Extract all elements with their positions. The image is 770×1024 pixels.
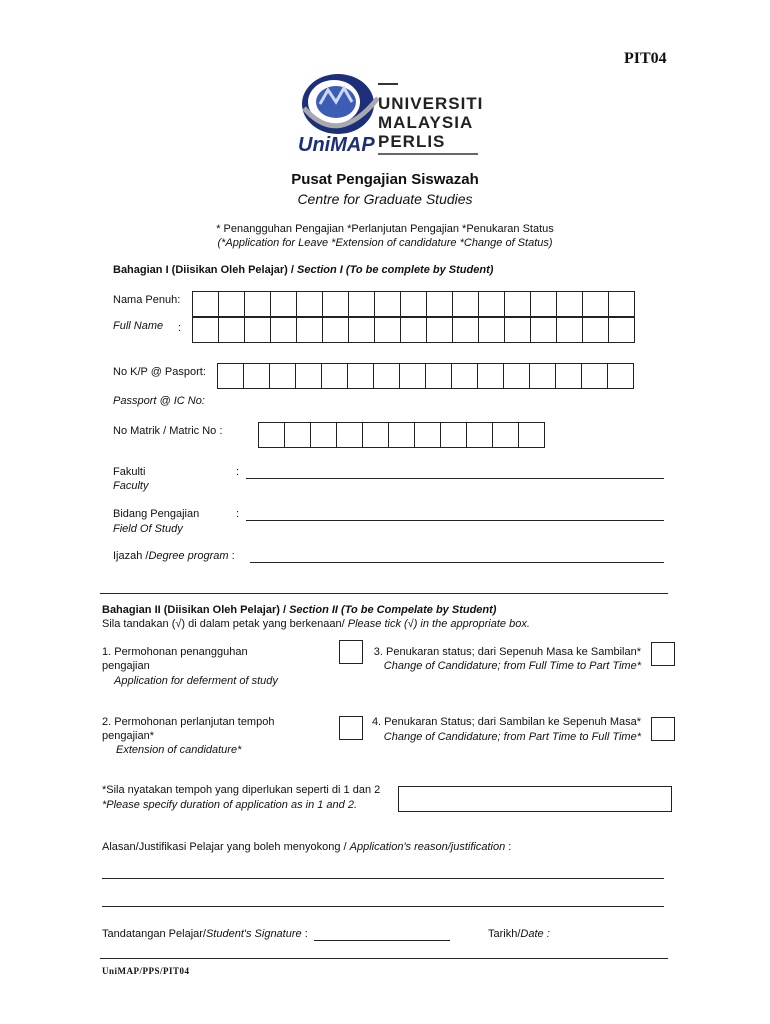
matric-char-box[interactable] — [362, 422, 389, 448]
option1-label-b: pengajian — [102, 660, 150, 672]
university-logo — [298, 68, 488, 160]
degree-colon: : — [228, 550, 235, 562]
reason-input-line-1[interactable] — [102, 878, 664, 879]
ic-label-malay: No K/P @ Pasport: — [113, 366, 206, 378]
name-char-box[interactable] — [582, 291, 609, 317]
ic-label-english: Passport @ IC No: — [113, 395, 205, 407]
duration-label-english: *Please specify duration of application as in 1 and 2. — [102, 799, 357, 811]
name-char-box[interactable] — [504, 291, 531, 317]
matric-char-box[interactable] — [258, 422, 285, 448]
option2-label-english: Extension of candidature* — [116, 744, 242, 756]
name-char-box[interactable] — [556, 291, 583, 317]
ic-char-box[interactable] — [451, 363, 478, 389]
name-label-malay: Nama Penuh: — [113, 294, 181, 306]
logo-line-3: PERLIS — [378, 132, 446, 151]
purpose-malay: * Penangguhan Pengajian *Perlanjutan Pengajian *Penukaran Status — [216, 223, 554, 235]
section1-heading-malay: Bahagian I (Diisikan Oleh Pelajar) / — [113, 264, 294, 276]
section2-instruction — [102, 618, 530, 630]
matric-char-box[interactable] — [414, 422, 441, 448]
option1-label-a: 1. Permohonan penangguhan — [102, 646, 248, 658]
signature-label-english: Student's Signature — [205, 928, 302, 940]
name-char-box[interactable] — [270, 317, 297, 343]
option1-label-english: Application for deferment of study — [114, 675, 278, 687]
footer-divider — [100, 958, 668, 959]
title-english: Centre for Graduate Studies — [297, 191, 473, 207]
faculty-input-line[interactable] — [246, 478, 664, 479]
name-char-box[interactable] — [218, 291, 245, 317]
document-code: PIT04 — [624, 50, 667, 67]
matric-char-box[interactable] — [492, 422, 519, 448]
name-char-box[interactable] — [400, 291, 427, 317]
name-char-box[interactable] — [504, 317, 531, 343]
option2-checkbox[interactable] — [339, 716, 363, 740]
name-char-box[interactable] — [192, 291, 219, 317]
name-char-box[interactable] — [582, 317, 609, 343]
logo-unimap-text: UniMAP — [298, 134, 375, 156]
name-char-box[interactable] — [608, 317, 635, 343]
option4-label-malay: 4. Penukaran Status; dari Sambilan ke Sepenuh Masa* — [371, 716, 641, 728]
footer-code: UniMAP/PPS/PIT04 — [102, 966, 190, 976]
matric-label: No Matrik / Matric No : — [113, 425, 223, 437]
date-label-english: Date : — [520, 928, 550, 940]
field-label-english: Field Of Study — [113, 523, 183, 535]
date-label — [488, 928, 550, 940]
name-char-box[interactable] — [374, 317, 401, 343]
name-boxes-row-1[interactable] — [193, 291, 635, 317]
ic-char-box[interactable] — [503, 363, 530, 389]
matric-char-box[interactable] — [388, 422, 415, 448]
ic-char-box[interactable] — [607, 363, 634, 389]
section2-heading — [102, 604, 496, 616]
name-char-box[interactable] — [452, 291, 479, 317]
name-char-box[interactable] — [296, 317, 323, 343]
field-label-malay: Bidang Pengajian — [113, 508, 200, 520]
name-char-box[interactable] — [348, 291, 375, 317]
purpose-english: (*Application for Leave *Extension of candidature *Change of Status) — [217, 237, 553, 249]
faculty-label-malay: Fakulti — [113, 466, 146, 478]
name-char-box[interactable] — [322, 317, 349, 343]
name-char-box[interactable] — [400, 317, 427, 343]
duration-input-box[interactable] — [398, 786, 672, 812]
option4-checkbox[interactable] — [651, 717, 675, 741]
field-input-line[interactable] — [246, 520, 664, 521]
signature-input-line[interactable] — [314, 940, 450, 941]
signature-colon: : — [301, 928, 308, 940]
option3-label-english: Change of Candidature; from Full Time to Part Time* — [383, 660, 641, 672]
name-char-box[interactable] — [452, 317, 479, 343]
option3-checkbox[interactable] — [651, 642, 675, 666]
name-char-box[interactable] — [608, 291, 635, 317]
ic-char-box[interactable] — [347, 363, 374, 389]
name-char-box[interactable] — [426, 291, 453, 317]
ic-char-box[interactable] — [373, 363, 400, 389]
ic-char-box[interactable] — [295, 363, 322, 389]
date-label-malay: Tarikh/ — [488, 928, 521, 940]
option2-label-b: pengajian* — [102, 730, 154, 742]
name-char-box[interactable] — [296, 291, 323, 317]
option1-checkbox[interactable] — [339, 640, 363, 664]
ic-char-box[interactable] — [243, 363, 270, 389]
matric-char-box[interactable] — [466, 422, 493, 448]
signature-label — [102, 928, 308, 940]
ic-char-box[interactable] — [581, 363, 608, 389]
matric-char-box[interactable] — [336, 422, 363, 448]
name-char-box[interactable] — [374, 291, 401, 317]
duration-label-malay: *Sila nyatakan tempoh yang diperlukan seperti di 1 dan 2 — [102, 784, 381, 796]
field-colon: : — [236, 508, 240, 520]
reason-label-english: Application's reason/justification — [349, 841, 506, 853]
faculty-label-english: Faculty — [113, 480, 149, 492]
name-char-box[interactable] — [556, 317, 583, 343]
name-char-box[interactable] — [244, 317, 271, 343]
reason-label — [102, 841, 511, 853]
matric-char-box[interactable] — [440, 422, 467, 448]
ic-char-box[interactable] — [555, 363, 582, 389]
ic-char-box[interactable] — [399, 363, 426, 389]
name-colon: : — [178, 322, 182, 334]
name-char-box[interactable] — [426, 317, 453, 343]
matric-char-box[interactable] — [518, 422, 545, 448]
name-char-box[interactable] — [244, 291, 271, 317]
name-char-box[interactable] — [478, 317, 505, 343]
name-char-box[interactable] — [218, 317, 245, 343]
instruction-english: Please tick (√) in the appropriate box. — [347, 618, 530, 630]
section2-heading-malay: Bahagian II (Diisikan Oleh Pelajar) / — [102, 604, 287, 616]
option4-label-english: Change of Candidature; from Part Time to Full Time* — [383, 731, 641, 743]
signature-label-malay: Tandatangan Pelajar/ — [102, 928, 206, 940]
matric-char-box[interactable] — [284, 422, 311, 448]
reason-input-line-2[interactable] — [102, 906, 664, 907]
ic-char-box[interactable] — [217, 363, 244, 389]
instruction-malay: Sila tandakan (√) di dalam petak yang berkenaan/ — [102, 618, 348, 630]
option3-label-malay: 3. Penukaran status; dari Sepenuh Masa ke Sambilan* — [373, 646, 641, 658]
matric-boxes[interactable] — [259, 422, 545, 448]
logo-wordmark — [378, 94, 483, 151]
degree-label-english: Degree program — [148, 550, 229, 562]
section1-heading — [113, 264, 493, 276]
name-char-box[interactable] — [270, 291, 297, 317]
name-label-english: Full Name — [113, 320, 164, 332]
reason-label-malay: Alasan/Justifikasi Pelajar yang boleh menyokong / — [102, 841, 350, 853]
name-char-box[interactable] — [530, 317, 557, 343]
name-boxes-row-2[interactable] — [193, 317, 635, 343]
section1-heading-english: Section I (To be complete by Student) — [293, 264, 494, 276]
name-char-box[interactable] — [478, 291, 505, 317]
section-divider — [100, 593, 668, 594]
name-char-box[interactable] — [322, 291, 349, 317]
ic-char-box[interactable] — [321, 363, 348, 389]
name-char-box[interactable] — [530, 291, 557, 317]
matric-char-box[interactable] — [310, 422, 337, 448]
name-char-box[interactable] — [348, 317, 375, 343]
title-malay: Pusat Pengajian Siswazah — [291, 171, 479, 188]
ic-char-box[interactable] — [425, 363, 452, 389]
logo-line-2: MALAYSIA — [378, 113, 474, 132]
name-char-box[interactable] — [192, 317, 219, 343]
ic-char-box[interactable] — [529, 363, 556, 389]
option2-label-a: 2. Permohonan perlanjutan tempoh — [102, 716, 275, 728]
degree-label-malay: Ijazah / — [113, 550, 149, 562]
logo-line-1: UNIVERSITI — [378, 94, 484, 113]
faculty-colon: : — [236, 466, 240, 478]
reason-colon: : — [505, 841, 512, 853]
degree-input-line[interactable] — [250, 562, 664, 563]
degree-label — [113, 550, 235, 562]
ic-boxes[interactable] — [218, 363, 634, 389]
ic-char-box[interactable] — [269, 363, 296, 389]
section2-heading-english: Section II (To be Compelate by Student) — [286, 604, 497, 616]
ic-char-box[interactable] — [477, 363, 504, 389]
